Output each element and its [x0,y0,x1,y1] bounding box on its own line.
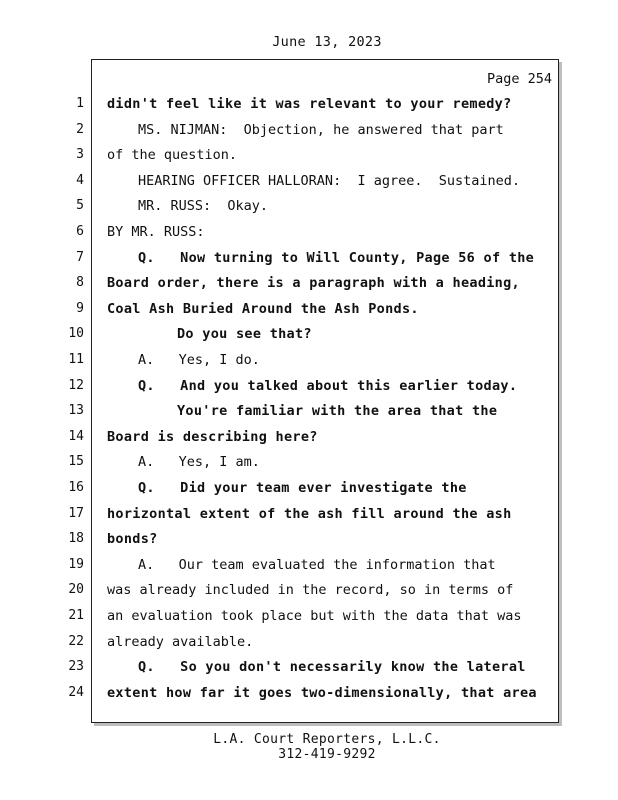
line-number: 1 [76,96,84,111]
footer-phone: 312-419-9292 [278,747,376,762]
line-number: 22 [68,633,84,649]
line-number: 3 [76,147,84,163]
line-text: You're familiar with the area that the [177,403,498,420]
transcript-line [0,301,618,323]
transcript-line [0,582,618,604]
line-number: 7 [76,249,84,265]
transcript-line [0,122,618,144]
line-text: MR. RUSS: Okay. [138,198,269,215]
line-number: 18 [68,531,84,547]
transcript-line [0,531,618,553]
line-number: 24 [68,684,84,700]
transcript-line [0,634,618,656]
line-number: 9 [76,300,84,316]
transcript-line [0,147,618,169]
line-number: 12 [68,377,84,393]
transcript-line [0,224,618,246]
line-text: A. Yes, I am. [138,454,260,471]
line-text: Board order, there is a paragraph with a heading, [107,275,520,292]
line-number: 6 [76,224,84,239]
line-number: 13 [68,403,84,419]
footer-company: L.A. Court Reporters, L.L.C. [213,732,441,747]
line-text: Q. Did your team ever investigate the [138,480,467,496]
line-number: 8 [76,275,84,291]
line-number: 16 [68,480,84,495]
line-text: A. Our team evaluated the information that [138,556,496,573]
line-text: already available. [107,633,254,650]
transcript-line [0,608,618,630]
line-text: Coal Ash Buried Around the Ash Ponds. [107,300,419,317]
transcript-line [0,454,618,476]
line-number: 2 [76,121,84,137]
transcript-line [0,96,618,118]
line-number: 10 [68,326,84,342]
line-number: 5 [76,198,84,214]
line-text: bonds? [107,531,158,548]
line-text: extent how far it goes two-dimensionally, that area [107,684,537,701]
line-text: BY MR. RUSS: [107,224,205,240]
line-text: horizontal extent of the ash fill around the ash [107,505,512,522]
line-number: 21 [68,608,84,623]
transcript-line [0,173,618,195]
line-number: 4 [76,172,84,188]
transcript-line [0,480,618,502]
line-number: 20 [68,582,84,598]
line-text: an evaluation took place but with the data that was [107,608,522,624]
line-number: 19 [68,556,84,572]
line-number: 14 [68,428,84,444]
line-text: A. Yes, I do. [138,352,260,368]
transcript-line [0,198,618,220]
line-text: Q. And you talked about this earlier today. [138,377,518,394]
line-number: 11 [68,352,84,367]
transcript-line [0,275,618,297]
line-text: Q. So you don't necessarily know the lateral [138,659,526,676]
transcript-line [0,403,618,425]
line-number: 15 [68,454,84,470]
line-text: MS. NIJMAN: Objection, he answered that part [138,121,504,138]
line-text: Q. Now turning to Will County, Page 56 of the [138,249,535,266]
page-number: Page 254 [486,71,552,87]
line-text: didn't feel like it was relevant to your remedy? [107,96,512,112]
transcript-line [0,352,618,374]
transcript-line [0,685,618,707]
transcript-line [0,250,618,272]
line-text: of the question. [107,147,238,164]
transcript-line [0,326,618,348]
line-text: HEARING OFFICER HALLORAN: I agree. Sustained. [138,172,521,189]
line-text: Do you see that? [177,326,312,343]
line-text: was already included in the record, so in terms of [107,582,514,599]
line-text: Board is describing here? [107,428,318,445]
transcript-line [0,506,618,528]
transcript-line [0,378,618,400]
transcript-line [0,557,618,579]
line-number: 17 [68,505,84,521]
transcript-date: June 13, 2023 [272,34,382,50]
line-number: 23 [68,659,84,675]
transcript-line [0,659,618,681]
transcript-line [0,429,618,451]
